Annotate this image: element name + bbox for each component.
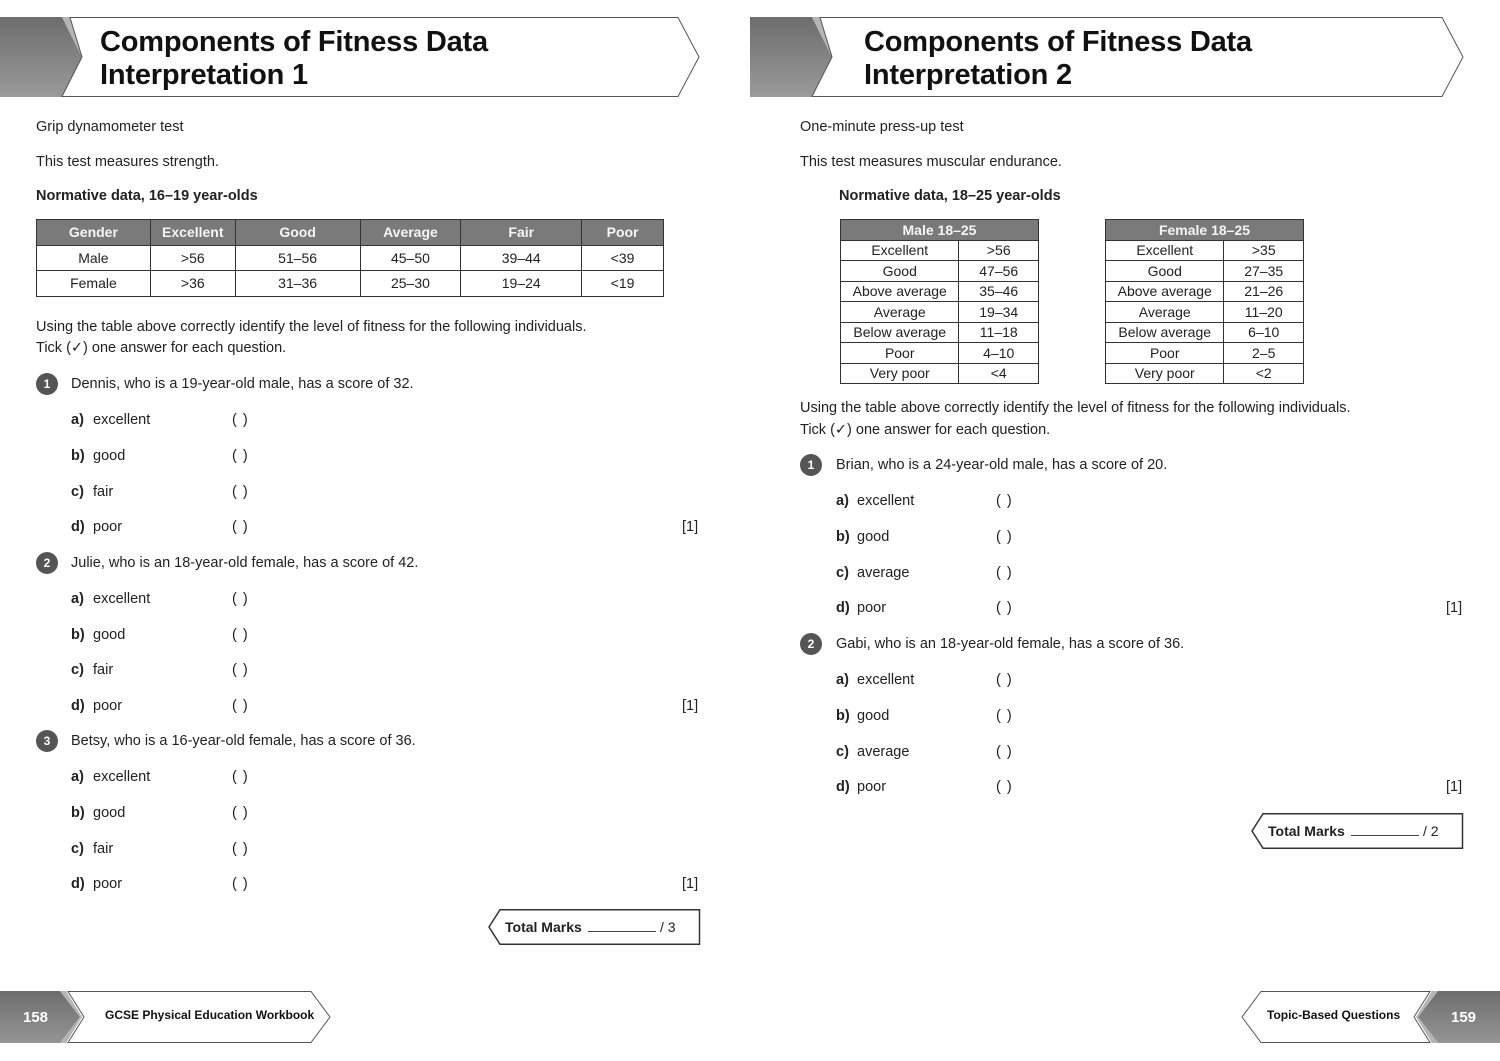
table-header-row (1106, 220, 1304, 241)
marks-indicator: [1] (682, 519, 699, 535)
table-cell: 39–44 (461, 245, 582, 271)
right-page-number: 159 (1451, 1009, 1477, 1026)
table-cell: <19 (582, 271, 664, 297)
table-cell: Poor (1106, 343, 1224, 364)
question-text: Brian, who is a 24-year-old male, has a score of 20. (836, 457, 1168, 473)
table-cell: Male (37, 245, 151, 271)
table-row (1106, 240, 1304, 261)
tick-box[interactable]: ( ) (232, 805, 249, 821)
male-normative-table (840, 219, 1039, 384)
option-label: average (857, 744, 910, 760)
table-cell: 11–20 (1224, 302, 1304, 323)
tick-box[interactable]: ( ) (232, 591, 249, 607)
option-letter: d) (836, 600, 850, 616)
table-row (37, 245, 664, 271)
total-marks-out-of: / 3 (660, 919, 676, 935)
right-total-marks-box (1251, 813, 1464, 849)
left-footer-title: GCSE Physical Education Workbook (105, 1008, 315, 1022)
option-label: excellent (93, 769, 151, 785)
table-header-row (37, 220, 664, 246)
table-cell: 11–18 (959, 322, 1039, 343)
option-letter: b) (71, 805, 85, 821)
right-normative-heading: Normative data, 18–25 year-olds (839, 188, 1061, 204)
option-label: poor (93, 876, 123, 892)
tick-box[interactable]: ( ) (996, 529, 1013, 545)
right-title-banner (750, 17, 1466, 97)
option-letter: a) (836, 493, 849, 509)
tick-box[interactable]: ( ) (996, 493, 1013, 509)
option-letter: d) (71, 519, 85, 535)
left-page-number: 158 (23, 1009, 49, 1026)
table-row (841, 343, 1039, 364)
right-instruction-line1: Using the table above correctly identify the level of fitness for the following individuals. (800, 400, 1351, 416)
tick-box[interactable]: ( ) (232, 412, 249, 428)
tick-box[interactable]: ( ) (232, 769, 249, 785)
right-measures-text: This test measures muscular endurance. (800, 154, 1062, 170)
left-test-name: Grip dynamometer test (36, 119, 184, 135)
question-number-badge: 1 (36, 373, 58, 395)
right-page-title-line1: Components of Fitness Data (864, 26, 1252, 58)
option-label: poor (857, 779, 887, 795)
right-footer-title: Topic-Based Questions (1267, 1008, 1401, 1022)
tick-box[interactable]: ( ) (232, 662, 249, 678)
female-normative-table (1105, 219, 1304, 384)
table-cell: Poor (841, 343, 959, 364)
table-cell: <4 (959, 363, 1039, 384)
tick-box[interactable]: ( ) (996, 672, 1013, 688)
total-marks-label: Total Marks (1268, 823, 1345, 839)
table-cell: 35–46 (959, 281, 1039, 302)
right-footer (1240, 991, 1500, 1043)
option-letter: a) (71, 591, 84, 607)
right-instruction-line2: Tick (✓) one answer for each question. (800, 422, 1051, 438)
table-header-cell: Male 18–25 (841, 220, 1039, 241)
table-cell: Excellent (1106, 240, 1224, 261)
table-header-cell: Good (235, 220, 360, 246)
option-label: poor (93, 519, 123, 535)
table-header-row (841, 220, 1039, 241)
option-label: excellent (93, 591, 151, 607)
option-letter: d) (71, 698, 85, 714)
option-label: fair (93, 662, 114, 678)
table-header-cell: Excellent (150, 220, 235, 246)
table-cell: <39 (582, 245, 664, 271)
table-header-cell: Average (360, 220, 461, 246)
tick-box[interactable]: ( ) (232, 627, 249, 643)
table-header-cell: Gender (37, 220, 151, 246)
tick-box[interactable]: ( ) (232, 448, 249, 464)
left-normative-table (36, 219, 664, 297)
table-cell: 47–56 (959, 261, 1039, 282)
table-header-cell: Fair (461, 220, 582, 246)
option-label: good (93, 448, 126, 464)
table-cell: 31–36 (235, 271, 360, 297)
table-cell: >56 (959, 240, 1039, 261)
tick-box[interactable]: ( ) (996, 600, 1013, 616)
option-letter: b) (836, 708, 850, 724)
option-label: fair (93, 841, 114, 857)
option-label: poor (857, 600, 887, 616)
table-cell: 45–50 (360, 245, 461, 271)
table-cell: >36 (150, 271, 235, 297)
table-cell: 2–5 (1224, 343, 1304, 364)
table-cell: <2 (1224, 363, 1304, 384)
table-row (1106, 302, 1304, 323)
table-cell: Average (1106, 302, 1224, 323)
left-instruction-line1: Using the table above correctly identify the level of fitness for the following individuals. (36, 319, 587, 335)
right-test-name: One-minute press-up test (800, 119, 964, 135)
table-cell: Below average (1106, 322, 1224, 343)
option-label: fair (93, 484, 114, 500)
tick-box[interactable]: ( ) (996, 744, 1013, 760)
option-label: excellent (857, 493, 915, 509)
option-letter: d) (836, 779, 850, 795)
option-letter: c) (836, 744, 849, 760)
marks-indicator: [1] (1446, 779, 1463, 795)
option-letter: d) (71, 876, 85, 892)
option-letter: c) (71, 841, 84, 857)
option-letter: c) (71, 662, 84, 678)
option-letter: c) (71, 484, 84, 500)
option-label: good (93, 627, 126, 643)
left-measures-text: This test measures strength. (36, 154, 219, 170)
tick-box[interactable]: ( ) (996, 565, 1013, 581)
table-cell: 4–10 (959, 343, 1039, 364)
right-page-title-line2: Interpretation 2 (864, 59, 1072, 91)
option-letter: a) (836, 672, 849, 688)
option-letter: a) (71, 769, 84, 785)
option-label: average (857, 565, 910, 581)
table-cell: 19–34 (959, 302, 1039, 323)
table-row (37, 271, 664, 297)
table-cell: Average (841, 302, 959, 323)
left-instruction-line2: Tick (✓) one answer for each question. (36, 340, 287, 356)
table-row (841, 281, 1039, 302)
option-letter: b) (71, 448, 85, 464)
table-header-cell: Poor (582, 220, 664, 246)
tick-box[interactable]: ( ) (232, 841, 249, 857)
table-row (841, 322, 1039, 343)
option-label: good (857, 708, 890, 724)
option-letter: b) (836, 529, 850, 545)
table-row (1106, 363, 1304, 384)
table-cell: 21–26 (1224, 281, 1304, 302)
table-row (1106, 322, 1304, 343)
table-cell: Below average (841, 322, 959, 343)
question-text: Betsy, who is a 16-year-old female, has a score of 36. (71, 733, 416, 749)
option-letter: b) (71, 627, 85, 643)
total-marks-out-of: / 2 (1423, 823, 1439, 839)
table-cell: 25–30 (360, 271, 461, 297)
table-row (1106, 281, 1304, 302)
table-cell: 6–10 (1224, 322, 1304, 343)
left-total-marks-box (488, 909, 701, 945)
table-header-cell: Female 18–25 (1106, 220, 1304, 241)
table-cell: >35 (1224, 240, 1304, 261)
tick-box[interactable]: ( ) (996, 708, 1013, 724)
tick-box[interactable]: ( ) (232, 484, 249, 500)
table-cell: >56 (150, 245, 235, 271)
left-page-title-line1: Components of Fitness Data (100, 26, 488, 58)
table-cell: Above average (1106, 281, 1224, 302)
option-label: poor (93, 698, 123, 714)
total-marks-answer-line[interactable] (1351, 835, 1419, 836)
left-page-title-line2: Interpretation 1 (100, 59, 308, 91)
table-cell: Above average (841, 281, 959, 302)
question-number-badge: 3 (36, 730, 58, 752)
total-marks-answer-line[interactable] (588, 931, 656, 932)
question-text: Gabi, who is an 18-year-old female, has a score of 36. (836, 636, 1185, 652)
table-cell: Good (1106, 261, 1224, 282)
table-row (1106, 343, 1304, 364)
tick-box[interactable]: ( ) (232, 519, 249, 535)
table-row (1106, 261, 1304, 282)
option-label: good (857, 529, 890, 545)
table-cell: Very poor (841, 363, 959, 384)
option-label: excellent (93, 412, 151, 428)
tick-box[interactable]: ( ) (232, 876, 249, 892)
table-cell: Female (37, 271, 151, 297)
table-row (841, 302, 1039, 323)
left-footer (0, 991, 332, 1043)
table-row (841, 240, 1039, 261)
left-normative-heading: Normative data, 16–19 year-olds (36, 188, 258, 204)
table-cell: 27–35 (1224, 261, 1304, 282)
option-label: good (93, 805, 126, 821)
marks-indicator: [1] (1446, 600, 1463, 616)
table-cell: 19–24 (461, 271, 582, 297)
question-number-badge: 2 (36, 552, 58, 574)
question-number-badge: 2 (800, 633, 822, 655)
marks-indicator: [1] (682, 876, 699, 892)
tick-box[interactable]: ( ) (232, 698, 249, 714)
question-number-badge: 1 (800, 454, 822, 476)
table-row (841, 261, 1039, 282)
tick-box[interactable]: ( ) (996, 779, 1013, 795)
table-cell: 51–56 (235, 245, 360, 271)
marks-indicator: [1] (682, 698, 699, 714)
question-text: Dennis, who is a 19-year-old male, has a score of 32. (71, 376, 414, 392)
option-label: excellent (857, 672, 915, 688)
question-text: Julie, who is an 18-year-old female, has a score of 42. (71, 555, 419, 571)
left-title-banner (0, 17, 702, 97)
total-marks-label: Total Marks (505, 919, 582, 935)
table-cell: Very poor (1106, 363, 1224, 384)
table-cell: Excellent (841, 240, 959, 261)
table-row (841, 363, 1039, 384)
option-letter: a) (71, 412, 84, 428)
option-letter: c) (836, 565, 849, 581)
table-cell: Good (841, 261, 959, 282)
